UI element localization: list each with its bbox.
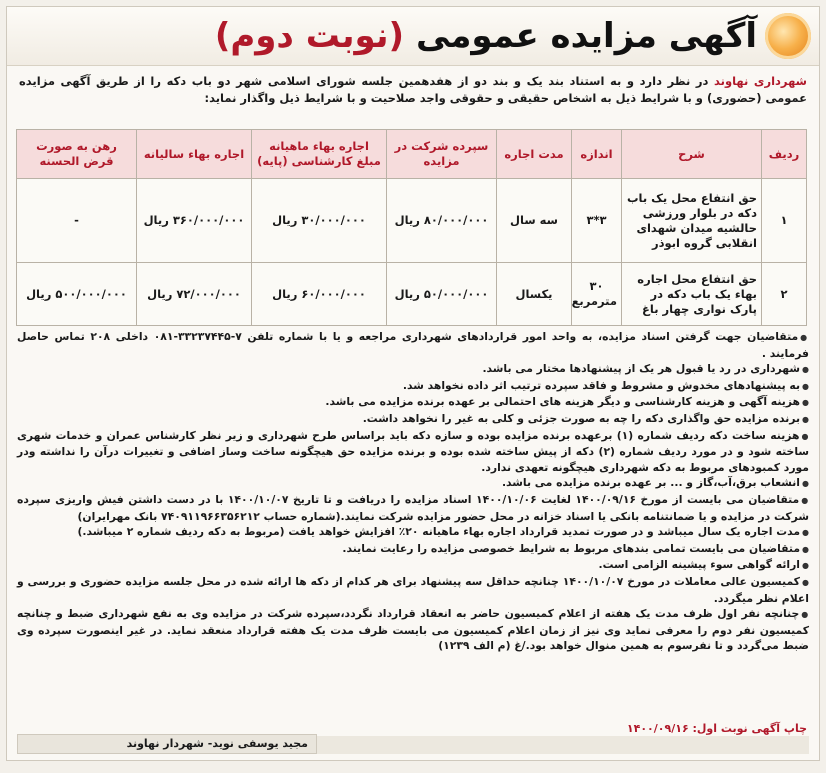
cell-deposit: ۵۰/۰۰۰/۰۰۰ ریال — [387, 263, 497, 326]
cell-term: سه سال — [497, 179, 572, 263]
header-deposit: سپرده شرکت در مزایده — [387, 130, 497, 179]
condition-item: ● متقاضیان جهت گرفتن اسناد مزایده، به واحد امور قراردادهای شهرداری مراجعه و یا با شماره تلفن ۷-۳۳۲۳۷۴۴۵-۰۸۱ داخلی ۲۰۸ تماس حاصل فرمایند . — [17, 329, 809, 361]
table-row — [17, 263, 807, 326]
condition-item: ● متقاضیان می بایست تمامی بندهای مربوط به شرایط خصوصی مزایده را رعایت نمایند. — [17, 541, 809, 558]
cell-yearly: ۷۲/۰۰۰/۰۰۰ ریال — [137, 263, 252, 326]
intro-text: در نظر دارد و به استناد بند یک و بند دو از هفدهمین جلسه شورای اسلامی شهر دو باب دکه را از طریق آگهی مزایده عمومی (حضوری) و با شرایط ذیل به اشخاص حقیقی و حقوقی واجد صلاحیت و با شرایط ذیل واگذار نماید: — [19, 74, 807, 105]
cell-desc: حق انتفاع محل یک باب دکه در بلوار ورزشی حالشیه میدان شهدای انقلابی گروه ابوذر — [622, 179, 762, 263]
condition-item: ● هزینه ساخت دکه ردیف شماره (۱) برعهده برنده مزایده بوده و سازه دکه باید براساس طرح شهرداری و زیر نظر کارشناس عمران و خدمات شهری ساخته شود و در مورد ردیف شماره (۲) دکه از پیش ساخته شده بوده و برنده مزایده حق هیچگونه ساخت وساز اضافی و تغییرات درآن را نداشته ودر مورد کمبودهای مربوط به دکه شهرداری هیچگونه تعهدی ندارد. — [17, 428, 809, 476]
header-loan: رهن به صورت قرض الحسنه — [17, 130, 137, 179]
condition-item: ● چنانچه نفر اول ظرف مدت یک هفته از اعلام کمیسیون حاضر به انعقاد قرارداد نگردد،سپرده شرکت در مزایده وی به نفع شهرداری ضبط و چنانچه کمیسیون نفر دوم را معرفی نماید وی نیز از زمان اعلام کمیسیون می بایست ظرف مدت یک هفته قرارداد منعقد نماید. در غیر اینصورت سپرده وی ضبط می‌گردد و تا نفرسوم به همین منوال خواهد بود./غ (م الف ۱۲۳۹) — [17, 606, 809, 654]
cell-size: ۳*۳ — [572, 179, 622, 263]
cell-deposit: ۸۰/۰۰۰/۰۰۰ ریال — [387, 179, 497, 263]
condition-item: ● برنده مزایده حق واگذاری دکه را چه به صورت جزئی و کلی به غیر را نخواهد داشت. — [17, 411, 809, 428]
cell-monthly: ۶۰/۰۰۰/۰۰۰ ریال — [252, 263, 387, 326]
cell-loan: - — [17, 179, 137, 263]
header-size: اندازه — [572, 130, 622, 179]
mayor-signature: مجید یوسفی نوید- شهردار نهاوند — [17, 734, 317, 754]
header-desc: شرح — [622, 130, 762, 179]
print-first: چاپ آگهی نوبت اول: ۱۴۰۰/۰۹/۱۶ — [626, 722, 807, 735]
cell-row-no: ۲ — [762, 263, 807, 326]
page-title — [215, 13, 757, 59]
cell-yearly: ۳۶۰/۰۰۰/۰۰۰ ریال — [137, 179, 252, 263]
notice-header — [7, 7, 819, 66]
condition-item: ● به پیشنهادهای مخدوش و مشروط و فاقد سپرده ترتیب اثر داده نخواهد شد. — [17, 378, 809, 395]
conditions-list — [17, 329, 809, 654]
intro-paragraph — [19, 73, 807, 107]
intro-org: شهرداری نهاوند — [714, 74, 807, 88]
sun-circle-icon — [765, 13, 811, 59]
cell-row-no: ۱ — [762, 179, 807, 263]
table-header-row — [17, 130, 807, 179]
condition-item: ● کمیسیون عالی معاملات در مورخ ۱۴۰۰/۱۰/۰۷ چنانچه حداقل سه پیشنهاد برای هر کدام از دکه ها ارائه شده در محل جلسه مزایده حضوری و بررسی و اعلام نظر میگردد. — [17, 574, 809, 606]
header-monthly: اجاره بهاء ماهیانه مبلغ کارشناسی (پایه) — [252, 130, 387, 179]
header-yearly: اجاره بهاء سالیانه — [137, 130, 252, 179]
condition-item: ● انشعاب برق،آب،گاز و ... بر عهده برنده مزایده می باشد. — [17, 475, 809, 492]
condition-item: ● ارائه گواهی سوء پیشینه الزامی است. — [17, 557, 809, 574]
cell-loan: ۵۰۰/۰۰۰/۰۰۰ ریال — [17, 263, 137, 326]
auction-notice — [6, 6, 820, 761]
condition-item: ● شهرداری در رد یا قبول هر یک از پیشنهادها مختار می باشد. — [17, 361, 809, 378]
title-main: آگهی مزایده عمومی — [415, 16, 757, 56]
title-sub: (نوبت دوم) — [214, 16, 405, 56]
cell-term: یکسال — [497, 263, 572, 326]
condition-item: ● هزینه آگهی و هزینه کارشناسی و دیگر هزینه های احتمالی بر عهده برنده مزایده می باشد. — [17, 394, 809, 411]
condition-item: ● متقاضیان می بایست از مورخ ۱۴۰۰/۰۹/۱۶ لغایت ۱۴۰۰/۱۰/۰۶ اسناد مزایده را دریافت و تا تاریخ ۱۴۰۰/۱۰/۰۷ با در دست داشتن فیش واریزی سپرده شرکت در مزایده و یا ضمانتنامه بانکی یا اسناد خزانه در محل حضور مزایده شرکت نمایند.(شماره حساب ۷۴۰۹۱۱۹۶۶۳۵۶۲۱۲ بانک مهرایران) — [17, 492, 809, 524]
table-row — [17, 179, 807, 263]
header-row-no: ردیف — [762, 130, 807, 179]
cell-size: ۳۰ مترمربع — [572, 263, 622, 326]
signature-strip — [307, 736, 809, 754]
cell-monthly: ۳۰/۰۰۰/۰۰۰ ریال — [252, 179, 387, 263]
auction-table — [16, 129, 807, 326]
cell-desc: حق انتفاع محل اجاره بهاء یک باب دکه در پارک نواری چهار باغ — [622, 263, 762, 326]
header-term: مدت اجاره — [497, 130, 572, 179]
condition-item: ● مدت اجاره یک سال میباشد و در صورت تمدید قرارداد اجاره بهاء ماهیانه ۲۰٪ افزایش خواهد یافت (مربوط به دکه ردیف شماره ۲ میباشد.) — [17, 524, 809, 541]
